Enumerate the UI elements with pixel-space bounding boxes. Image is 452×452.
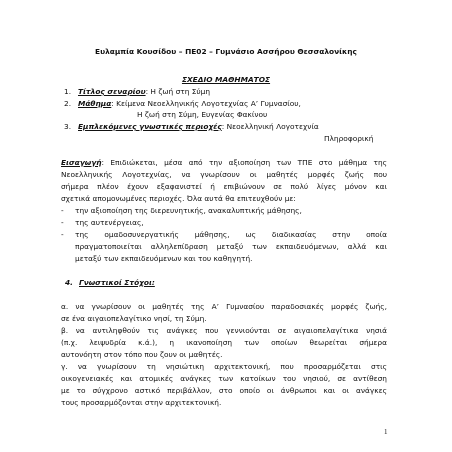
goal-c-line-2: οικογενειακές και ατομικές ανάγκες των κατοίκων του νησιού, σε αντίθεση [61,374,387,383]
intro-label: Εισαγωγή [61,158,102,167]
list-item-text: : Η ζωή στη Σύμη [145,87,211,96]
intro-bullet-3 [61,230,387,239]
list-item-label: Εμπλεκόμενες γνωστικές περιοχές [78,122,222,131]
intro-bullet-3-line-2: πραγματοποιείται αλληλεπίδραση μεταξύ των εκπαιδευόμενων, αλλά και [75,242,387,251]
bullet-text: της ομαδοσυνεργατικής μάθησης, ως διαδικασίας στην οποία [75,230,387,239]
intro-line-1 [61,158,387,167]
intro-text: : Επιδιώκεται, μέσα από την αξιοποίηση των ΤΠΕ στο μάθημα της [101,158,387,167]
bullet-text: την αξιοποίηση της διερευνητικής, ανακαλυπτικής μάθησης, [75,206,302,215]
intro-bullet-2 [61,218,144,227]
goal-c-line-3: με το σύγχρονο αστικό περιβάλλον, στο οποίο οι άνθρωποι και οι ανάγκες [61,386,387,395]
list-item-2 [64,99,301,108]
intro-line-2: Νεοελληνικής Λογοτεχνίας, να γνωρίσουν οι μαθητές μορφές ζωής που [61,170,387,179]
list-item-label: Τίτλος σεναρίου [78,87,146,96]
goal-a-line-2: σε ένα αιγαιοπελαγίτικο νησί, τη Σύμη. [61,314,207,323]
section-4-number: 4. [65,278,73,287]
list-item-2-continuation: Η ζωή στη Σύμη, Ευγενίας Φακίνου [137,110,268,119]
bullet-dash: - [61,230,64,239]
goal-b-line-2: (π.χ. λειψυδρία κ.ά.), η ικανοποίηση των οποίων θεωρείται σήμερα [61,338,387,347]
list-item-number: 1. [64,87,72,96]
goal-c-line-1: γ. να γνωρίσουν τη νησιώτικη αρχιτεκτονική, που προσαρμόζεται στις [61,362,387,371]
goal-b-line-3: αυτονόητη στον τόπο που ζουν οι μαθητές. [61,350,223,359]
list-item-3-continuation: Πληροφορική [324,134,374,143]
intro-line-3: σήμερα πλέον έχουν εξαφανιστεί ή επιβιώνουν σε πολύ λίγες μόνον και [61,182,387,191]
goal-b-line-1: β. να αντιληφθούν τις ανάγκες που γεννιούνται σε αιγαιοπελαγίτικα νησιά [61,326,387,335]
page-title: ΣΧΕΔΙΟ ΜΑΘΗΜΑΤΟΣ [181,75,271,84]
page-number: 1 [384,428,388,436]
intro-line-4: σχετικά απομονωμένες περιοχές. Όλα αυτά θα επιτευχθούν με: [61,194,296,203]
list-item-number: 3. [64,122,72,131]
list-item-1 [64,87,210,96]
bullet-dash: - [61,206,64,215]
bullet-dash: - [61,218,64,227]
list-item-text: : Νεοελληνική Λογοτεχνία [221,122,319,131]
goal-a-line-1: α. να γνωρίσουν οι μαθητές της Α’ Γυμνασίου παραδοσιακές μορφές ζωής, [61,302,387,311]
list-item-number: 2. [64,99,72,108]
list-item-label: Μάθημα [78,99,112,108]
section-4-heading [65,278,155,287]
list-item-3 [64,122,319,131]
intro-bullet-3-line-3: μεταξύ των εκπαιδευόμενων και του καθηγητή. [75,254,253,263]
list-item-text: : Κείμενα Νεοελληνικής Λογοτεχνίας Α’ Γυμνασίου, [111,99,301,108]
document-header: Ευλαμπία Κουσίδου – ΠΕ02 – Γυμνάσιο Ασσήρου Θεσσαλονίκης [95,47,357,56]
bullet-text: της αυτενέργειας, [75,218,144,227]
intro-bullet-1 [61,206,302,215]
goal-c-line-4: τους προσαρμόζονται στην αρχιτεκτονική. [61,398,222,407]
section-4-title: Γνωστικοί Στόχοι: [79,278,155,287]
